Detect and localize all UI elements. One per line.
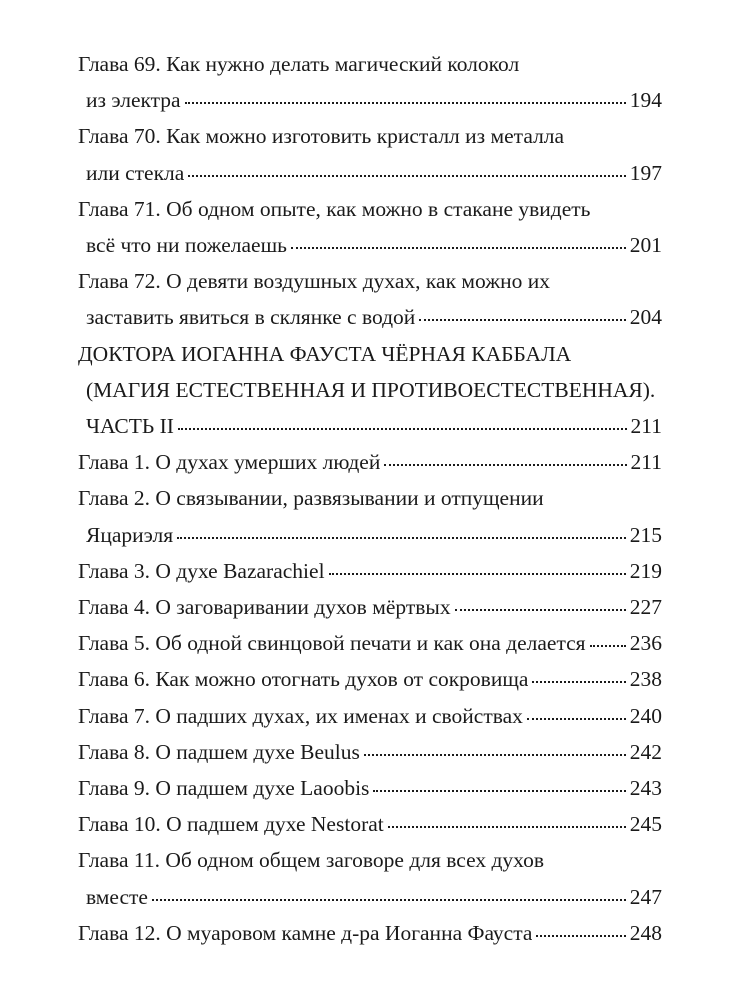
toc-entry-title: Глава 71. Об одном опыте, как можно в стакане увидеть <box>78 196 591 221</box>
page-number: 227 <box>629 595 662 619</box>
dot-leader <box>532 681 625 683</box>
dot-leader <box>329 573 626 575</box>
toc-entry-title: Глава 12. О муаровом камне д-ра Иоганна Фауста <box>78 920 533 945</box>
toc-entry-title: Глава 10. О падшем духе Nestorat <box>78 812 384 837</box>
toc-entry-line <box>86 378 662 414</box>
page-number: 243 <box>629 776 662 800</box>
toc-entry-line <box>78 124 662 160</box>
toc-entry-line <box>86 305 662 341</box>
toc-entry-line <box>78 704 662 740</box>
toc-entry-title: Глава 69. Как нужно делать магический колокол <box>78 52 520 76</box>
page-number: 242 <box>629 739 662 764</box>
page-number: 219 <box>629 558 662 583</box>
dot-leader <box>188 175 625 177</box>
toc-entry-title: или стекла <box>86 160 185 185</box>
dot-leader <box>388 826 626 828</box>
dot-leader <box>177 537 626 539</box>
toc-entry-line <box>78 812 662 848</box>
toc-entry-title: Глава 9. О падшем духе Laoobis <box>78 776 370 800</box>
page-number: 247 <box>629 884 662 909</box>
page-number: 236 <box>629 631 662 656</box>
toc-entry-line <box>78 342 662 378</box>
toc-entry-line <box>78 559 662 595</box>
toc-entry-line <box>86 885 662 921</box>
dot-leader <box>536 935 625 937</box>
toc-entry-line <box>78 921 662 957</box>
toc-entry-title: Глава 8. О падшем духе Beulus <box>78 739 360 764</box>
dot-leader <box>178 428 627 430</box>
toc-entry-line <box>86 414 662 450</box>
dot-leader <box>384 464 626 466</box>
toc-entry-title: Глава 6. Как можно отогнать духов от сокровища <box>78 667 529 692</box>
toc-entry-line <box>86 88 662 124</box>
toc-entry-title: заставить явиться в склянке с водой <box>86 305 416 330</box>
toc-entry-title: всё что ни пожелаешь <box>86 233 287 257</box>
toc-entry-line <box>78 595 662 631</box>
toc-entry-line <box>78 52 662 88</box>
toc-entry-line <box>78 667 662 703</box>
page-number: 248 <box>629 920 662 945</box>
toc-entry-line <box>86 523 662 559</box>
toc-entry-title: Глава 4. О заговаривании духов мёртвых <box>78 595 451 619</box>
toc-entry-line <box>78 269 662 305</box>
toc-entry-line <box>86 161 662 197</box>
toc-entry-line <box>78 776 662 812</box>
page-number: 197 <box>629 160 662 185</box>
toc-entry-title: из электра <box>86 88 181 113</box>
toc-entry-title: вместе <box>86 884 148 909</box>
page-number: 238 <box>629 667 662 692</box>
dot-leader <box>152 899 626 901</box>
page-number: 245 <box>629 812 662 837</box>
toc-entry-line <box>86 233 662 269</box>
page-number: 204 <box>629 305 662 330</box>
toc-entry-title: Глава 11. Об одном общем заговоре для всех духов <box>78 848 544 873</box>
toc-entry-line <box>78 197 662 233</box>
dot-leader <box>373 790 625 792</box>
toc-entry-title: ЧАСТЬ II <box>86 414 174 438</box>
page-number: 211 <box>630 414 662 438</box>
toc-entry-title: Яцариэля <box>86 522 174 547</box>
toc-entry-title: Глава 7. О падших духах, их именах и свойствах <box>78 703 523 728</box>
toc-entry-title: Глава 5. Об одной свинцовой печати и как она делается <box>78 631 586 656</box>
page-number: 194 <box>629 88 662 113</box>
page-number: 215 <box>629 522 662 547</box>
toc-entry-title: Глава 1. О духах умерших людей <box>78 450 381 475</box>
dot-leader <box>419 319 625 321</box>
page-number: 211 <box>630 450 662 475</box>
page-number: 240 <box>629 703 662 728</box>
toc-entry-line <box>78 486 662 522</box>
toc-entry-title: Глава 3. О духе Bazarachiel <box>78 558 325 583</box>
toc-entry-line <box>78 848 662 884</box>
toc-entry-line <box>78 631 662 667</box>
dot-leader <box>590 645 626 647</box>
toc-entry-title: ДОКТОРА ИОГАННА ФАУСТА ЧЁРНАЯ КАББАЛА <box>78 341 572 366</box>
toc-entry-title: Глава 2. О связывании, развязывании и отпущении <box>78 486 544 511</box>
dot-leader <box>291 247 626 249</box>
toc-entry-title: Глава 70. Как можно изготовить кристалл из металла <box>78 124 565 149</box>
dot-leader <box>364 754 626 756</box>
page-number: 201 <box>629 233 662 257</box>
dot-leader <box>185 102 626 104</box>
toc-entry-title: (МАГИЯ ЕСТЕСТВЕННАЯ И ПРОТИВОЕСТЕСТВЕННАЯ). <box>86 377 656 402</box>
dot-leader <box>527 718 626 720</box>
toc-entry-line <box>78 740 662 776</box>
toc-entry-title: Глава 72. О девяти воздушных духах, как можно их <box>78 269 550 294</box>
toc-entry-line <box>78 450 662 486</box>
dot-leader <box>455 609 626 611</box>
